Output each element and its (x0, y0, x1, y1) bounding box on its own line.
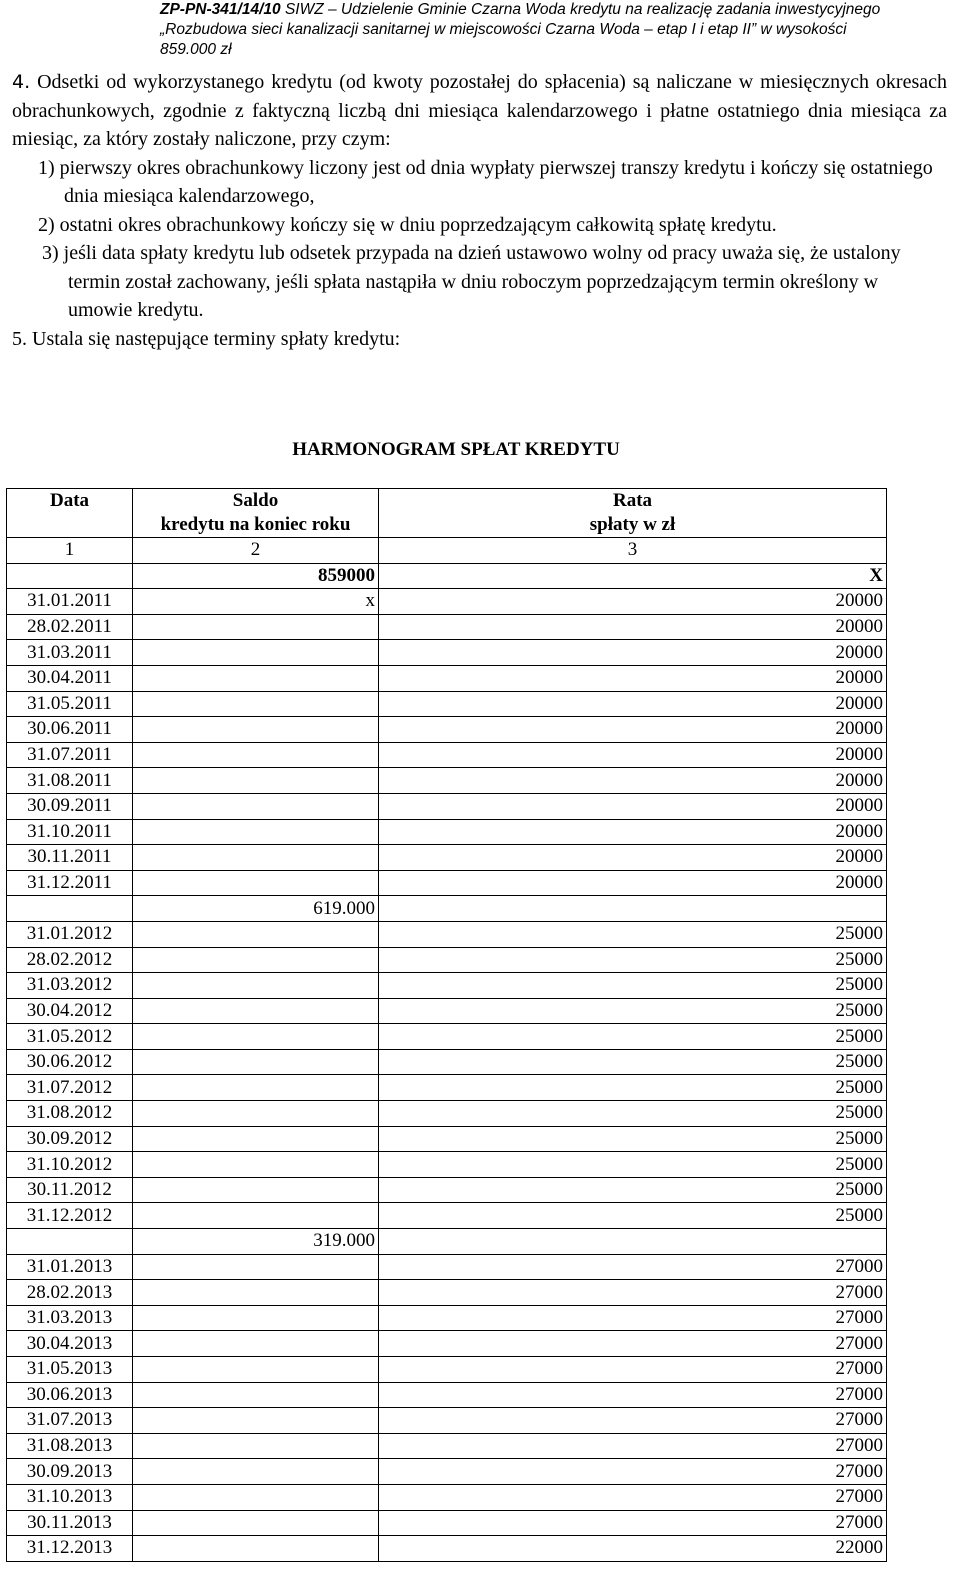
row-date: 31.10.2013 (7, 1484, 133, 1510)
header-line-3: 859.000 zł (160, 41, 232, 58)
row-date: 31.07.2012 (7, 1075, 133, 1101)
row-rata: X (379, 563, 887, 589)
row-rata: 25000 (379, 1177, 887, 1203)
row-rata: 25000 (379, 1075, 887, 1101)
row-date: 30.09.2012 (7, 1126, 133, 1152)
row-date: 28.02.2011 (7, 614, 133, 640)
row-date: 31.01.2012 (7, 921, 133, 947)
row-rata: 20000 (379, 640, 887, 666)
row-rata: 27000 (379, 1305, 887, 1331)
row-date (7, 563, 133, 589)
row-saldo (133, 1331, 379, 1357)
row-date: 30.06.2011 (7, 717, 133, 743)
table-row (7, 1126, 887, 1152)
row-date: 31.03.2011 (7, 640, 133, 666)
column-number-row (7, 538, 887, 564)
table-row (7, 640, 887, 666)
table-row (7, 589, 887, 615)
row-date: 31.03.2012 (7, 973, 133, 999)
row-saldo: 319.000 (133, 1229, 379, 1255)
section-4-number: 4. (12, 71, 31, 93)
row-rata (379, 1229, 887, 1255)
row-date: 31.01.2011 (7, 589, 133, 615)
row-rata: 20000 (379, 717, 887, 743)
row-rata (379, 896, 887, 922)
row-date: 30.09.2011 (7, 793, 133, 819)
row-rata: 20000 (379, 845, 887, 871)
table-row (7, 1408, 887, 1434)
table-row (7, 896, 887, 922)
row-rata: 25000 (379, 1126, 887, 1152)
schedule-title: HARMONOGRAM SPŁAT KREDYTU (292, 439, 620, 460)
row-saldo (133, 1101, 379, 1127)
row-date: 31.12.2012 (7, 1203, 133, 1229)
row-saldo: 859000 (133, 563, 379, 589)
row-rata: 22000 (379, 1536, 887, 1562)
row-saldo (133, 691, 379, 717)
row-saldo: 619.000 (133, 896, 379, 922)
row-rata: 25000 (379, 947, 887, 973)
row-date (7, 1229, 133, 1255)
section-4-text: Odsetki od wykorzystanego kredytu (od kwoty pozostałej do spłacenia) są naliczane w miesięcznych okresach obrachunkowych, zgodnie z faktyczną liczbą dni miesiąca kalendarzowego i płatne ostatniego dnia miesiąca za miesiąc, za który zostały naliczone, przy czym: (12, 71, 948, 150)
row-rata: 25000 (379, 921, 887, 947)
row-rata: 27000 (379, 1254, 887, 1280)
row-date: 31.08.2011 (7, 768, 133, 794)
section-5-paragraph: 5. Ustala się następujące terminy spłaty kredytu: (12, 327, 401, 350)
section-4-paragraph (12, 68, 947, 154)
row-date: 31.03.2013 (7, 1305, 133, 1331)
table-row (7, 1382, 887, 1408)
row-rata: 27000 (379, 1331, 887, 1357)
table-row (7, 1331, 887, 1357)
row-rata: 27000 (379, 1484, 887, 1510)
row-date: 31.12.2013 (7, 1536, 133, 1562)
section-4-item-1: 1) pierwszy okres obrachunkowy liczony jest od dnia wypłaty pierwszej transzy kredytu i kończy się ostatniego dnia miesiąca kalendarzowego, (38, 156, 933, 207)
row-saldo (133, 768, 379, 794)
row-saldo (133, 1510, 379, 1536)
row-date: 31.08.2012 (7, 1101, 133, 1127)
row-saldo (133, 1484, 379, 1510)
row-saldo (133, 614, 379, 640)
row-date: 30.04.2013 (7, 1331, 133, 1357)
row-date: 31.10.2012 (7, 1152, 133, 1178)
row-rata: 25000 (379, 1152, 887, 1178)
table-row (7, 742, 887, 768)
table-row (7, 870, 887, 896)
row-rata: 20000 (379, 793, 887, 819)
table-row (7, 1075, 887, 1101)
row-rata: 27000 (379, 1510, 887, 1536)
table-row (7, 1049, 887, 1075)
row-date (7, 896, 133, 922)
table-row (7, 1536, 887, 1562)
row-date: 30.04.2012 (7, 998, 133, 1024)
row-date: 31.01.2013 (7, 1254, 133, 1280)
document-header (160, 0, 955, 60)
table-row (7, 1357, 887, 1383)
row-saldo (133, 1305, 379, 1331)
header-line-2: „Rozbudowa sieci kanalizacji sanitarnej w miejscowości Czarna Woda – etap I i etap II” w wysokości (160, 21, 847, 38)
table-row (7, 1203, 887, 1229)
row-date: 28.02.2013 (7, 1280, 133, 1306)
table-row (7, 691, 887, 717)
table-row (7, 614, 887, 640)
table-row (7, 1254, 887, 1280)
row-rata: 25000 (379, 1024, 887, 1050)
row-saldo (133, 947, 379, 973)
row-date: 30.11.2011 (7, 845, 133, 871)
header-saldo: Saldo kredytu na koniec roku (133, 489, 379, 538)
row-rata: 20000 (379, 691, 887, 717)
table-row (7, 973, 887, 999)
row-rata: 27000 (379, 1433, 887, 1459)
row-date: 30.06.2012 (7, 1049, 133, 1075)
row-saldo (133, 793, 379, 819)
row-date: 31.12.2011 (7, 870, 133, 896)
row-saldo (133, 665, 379, 691)
row-saldo (133, 1357, 379, 1383)
table-row (7, 1229, 887, 1255)
row-date: 31.08.2013 (7, 1433, 133, 1459)
row-rata: 25000 (379, 1101, 887, 1127)
table-row (7, 1024, 887, 1050)
row-saldo (133, 1177, 379, 1203)
row-rata: 27000 (379, 1357, 887, 1383)
row-saldo (133, 742, 379, 768)
row-saldo (133, 973, 379, 999)
table-row (7, 717, 887, 743)
row-date: 31.05.2013 (7, 1357, 133, 1383)
table-row (7, 665, 887, 691)
row-date: 31.05.2012 (7, 1024, 133, 1050)
row-saldo (133, 1126, 379, 1152)
table-row (7, 1484, 887, 1510)
row-rata: 20000 (379, 589, 887, 615)
row-saldo (133, 870, 379, 896)
row-saldo (133, 1075, 379, 1101)
table-header-row (7, 489, 887, 538)
table-row (7, 1177, 887, 1203)
document-body (12, 68, 947, 353)
section-4-item-2: 2) ostatni okres obrachunkowy kończy się w dniu poprzedzającym całkowitą spłatę kredytu. (38, 213, 777, 236)
row-rata: 20000 (379, 742, 887, 768)
table-row (7, 1510, 887, 1536)
repayment-schedule-table (6, 488, 887, 1562)
row-saldo (133, 819, 379, 845)
row-saldo (133, 1433, 379, 1459)
row-saldo (133, 1536, 379, 1562)
table-row (7, 1433, 887, 1459)
table-row (7, 768, 887, 794)
row-date: 30.11.2012 (7, 1177, 133, 1203)
column-number: 3 (379, 538, 887, 564)
row-date: 30.11.2013 (7, 1510, 133, 1536)
row-saldo (133, 640, 379, 666)
row-rata: 27000 (379, 1280, 887, 1306)
row-rata: 20000 (379, 614, 887, 640)
header-data: Data (7, 489, 133, 538)
row-saldo (133, 1203, 379, 1229)
table-row (7, 921, 887, 947)
column-number: 1 (7, 538, 133, 564)
table-row (7, 1305, 887, 1331)
row-rata: 20000 (379, 819, 887, 845)
table-row (7, 1152, 887, 1178)
row-saldo (133, 998, 379, 1024)
table-body (7, 563, 887, 1561)
row-date: 30.09.2013 (7, 1459, 133, 1485)
row-date: 30.04.2011 (7, 665, 133, 691)
row-rata: 27000 (379, 1382, 887, 1408)
table-row (7, 563, 887, 589)
row-date: 30.06.2013 (7, 1382, 133, 1408)
row-saldo (133, 1049, 379, 1075)
row-saldo (133, 845, 379, 871)
row-rata: 27000 (379, 1459, 887, 1485)
row-saldo (133, 1382, 379, 1408)
table-row (7, 845, 887, 871)
row-saldo (133, 1459, 379, 1485)
row-rata: 20000 (379, 768, 887, 794)
row-rata: 25000 (379, 1049, 887, 1075)
column-number: 2 (133, 538, 379, 564)
row-date: 31.07.2013 (7, 1408, 133, 1434)
row-saldo (133, 1280, 379, 1306)
header-rata: Rata spłaty w zł (379, 489, 887, 538)
table-row (7, 1101, 887, 1127)
row-saldo (133, 717, 379, 743)
row-saldo (133, 1024, 379, 1050)
document-code: ZP-PN-341/14/10 (160, 1, 281, 18)
table-row (7, 947, 887, 973)
table-row (7, 793, 887, 819)
table-row (7, 1280, 887, 1306)
row-rata: 20000 (379, 870, 887, 896)
row-saldo: x (133, 589, 379, 615)
table-row (7, 1459, 887, 1485)
table-row (7, 819, 887, 845)
row-saldo (133, 1254, 379, 1280)
row-date: 31.10.2011 (7, 819, 133, 845)
row-saldo (133, 921, 379, 947)
header-title: SIWZ – Udzielenie Gminie Czarna Woda kredytu na realizację zadania inwestycyjnego (284, 1, 881, 18)
row-date: 28.02.2012 (7, 947, 133, 973)
row-rata: 20000 (379, 665, 887, 691)
row-saldo (133, 1152, 379, 1178)
row-rata: 25000 (379, 998, 887, 1024)
table-row (7, 998, 887, 1024)
row-date: 31.07.2011 (7, 742, 133, 768)
row-rata: 25000 (379, 1203, 887, 1229)
row-rata: 25000 (379, 973, 887, 999)
row-date: 31.05.2011 (7, 691, 133, 717)
row-rata: 27000 (379, 1408, 887, 1434)
row-saldo (133, 1408, 379, 1434)
header-line-1 (160, 0, 955, 20)
section-4-item-3: 3) jeśli data spłaty kredytu lub odsetek przypada na dzień ustawowo wolny od pracy uważa się, że ustalony termin został zachowany, jeśli spłata nastąpiła w dniu roboczym poprzedzającym termin określony w umowie kredytu. (42, 242, 901, 321)
